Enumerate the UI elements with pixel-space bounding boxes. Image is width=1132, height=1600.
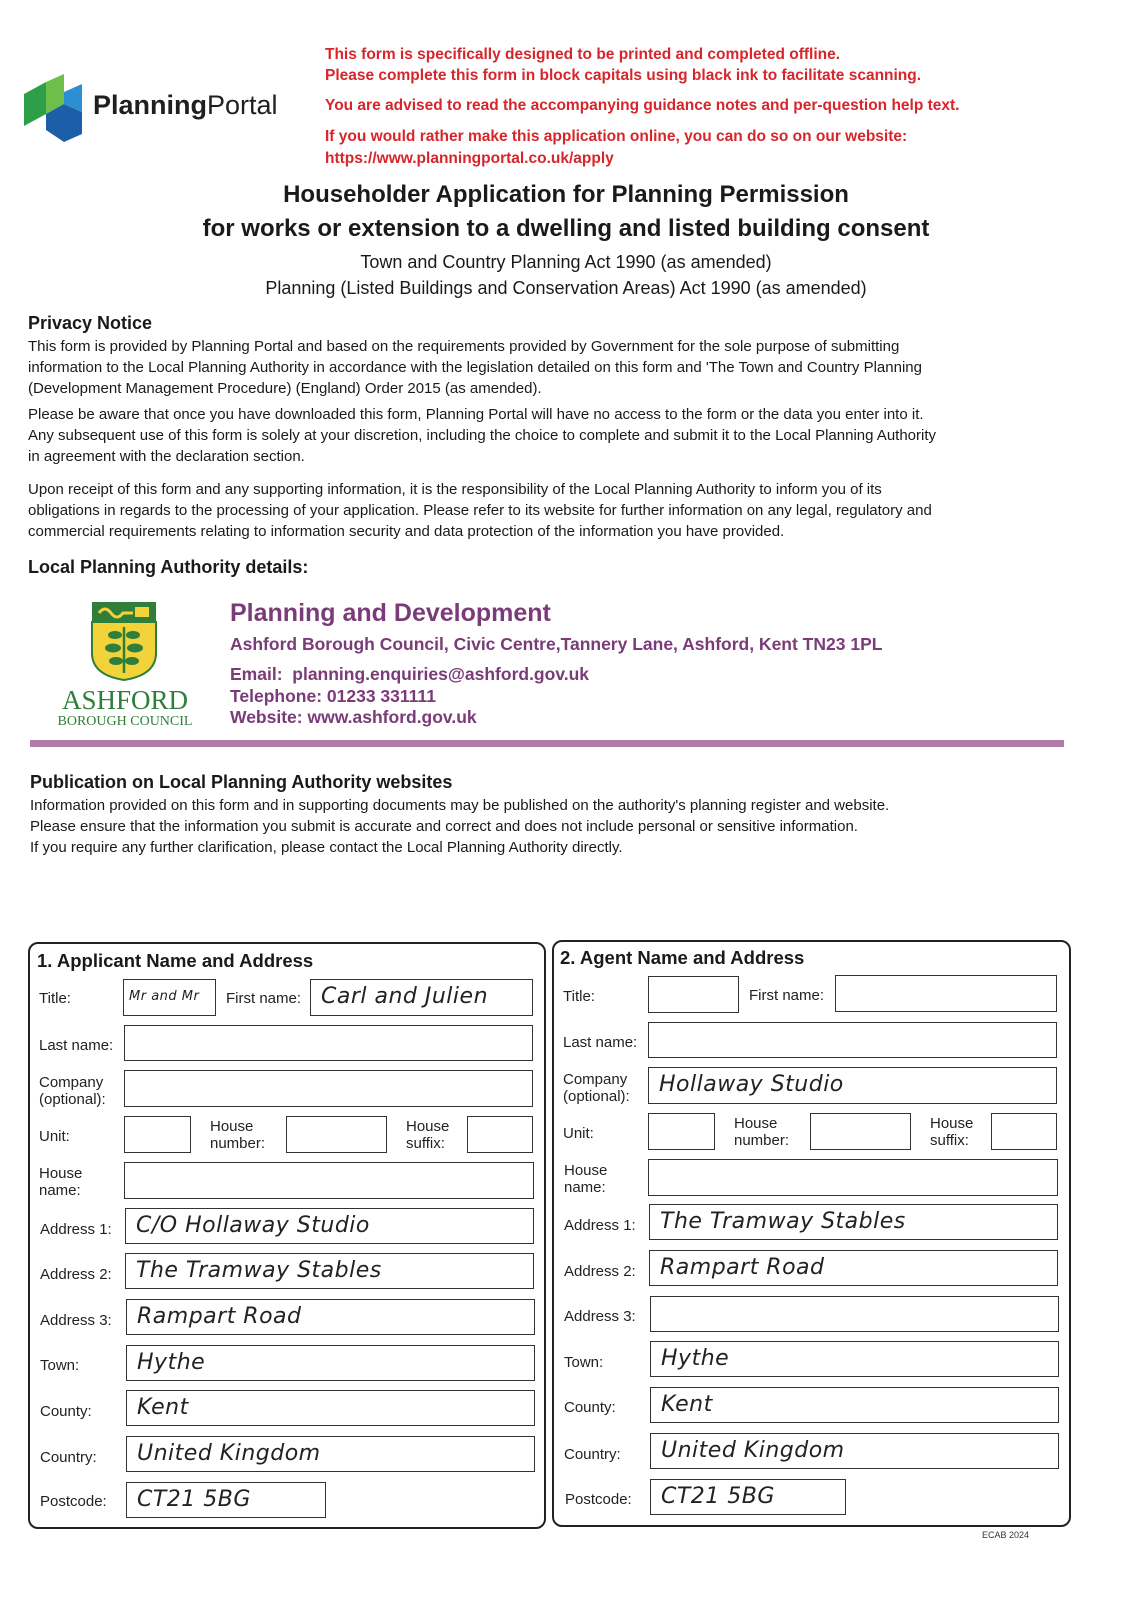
agent-county-label: County: [564,1399,616,1416]
applicant-company-label-1: Company [39,1074,104,1091]
agent-postcode-label: Postcode: [565,1491,632,1508]
agent-address2-field[interactable]: Rampart Road [649,1250,1058,1286]
ashford-crest [91,601,157,686]
applicant-company-field[interactable] [124,1070,533,1107]
privacy-p2-line-1: Please be aware that once you have downloaded this form, Planning Portal will have no access to the form or the data you enter into it. [28,406,924,423]
agent-postcode-field[interactable]: CT21 5BG [650,1479,846,1515]
agent-house-suffix-label [930,1115,973,1149]
applicant-house-name-field[interactable] [124,1162,534,1199]
agent-house-name-label [564,1162,607,1196]
publication-line-2: Please ensure that the information you submit is accurate and correct and does not include personal or sensitive information. [30,818,858,835]
privacy-p2-line-2: Any subsequent use of this form is solely at your discretion, including the choice to complete and submit it to the Local Planning Authority [28,427,937,444]
agent-house-name-label-1: House [564,1162,608,1179]
logo-text-bold: Planning [93,90,207,120]
applicant-house-number-label [210,1118,265,1152]
planning-portal-wordmark [93,90,278,121]
applicant-house-number-label-2: number: [210,1135,266,1152]
agent-house-number-field[interactable] [810,1113,911,1150]
privacy-paragraph-2 [28,404,1078,467]
agent-last-name-label: Last name: [563,1034,638,1051]
lpa-email[interactable]: planning.enquiries@ashford.gov.uk [292,664,590,684]
ashford-council-name [44,686,206,730]
applicant-house-suffix-label [406,1118,449,1152]
applicant-unit-field[interactable] [124,1116,191,1153]
form-title-line-1: Householder Application for Planning Permission [283,181,849,208]
applicant-country-label: Country: [40,1449,97,1466]
agent-title-label: Title: [563,988,595,1005]
applicant-last-name-label: Last name: [39,1037,114,1054]
privacy-p1-line-3: (Development Management Procedure) (England) Order 2015 (as amended). [28,380,542,397]
notice-line-3: You are advised to read the accompanying guidance notes and per-question help text. [325,97,960,114]
lpa-website[interactable]: Website: www.ashford.gov.uk [230,707,477,727]
logo-text-regular: Portal [207,90,278,120]
applicant-house-number-field[interactable] [286,1116,387,1153]
applicant-town-field[interactable]: Hythe [126,1345,535,1381]
agent-house-name-label-2: name: [564,1179,606,1196]
agent-house-suffix-label-1: House [930,1115,974,1132]
applicant-house-suffix-label-2: suffix: [406,1135,445,1152]
applicant-postcode-field[interactable]: CT21 5BG [126,1482,326,1518]
agent-first-name-label: First name: [749,987,825,1004]
applicant-first-name-label: First name: [226,990,302,1007]
applicant-company-label-2: (optional): [39,1091,106,1108]
agent-house-number-label [734,1115,789,1149]
agent-last-name-field[interactable] [648,1022,1057,1058]
applicant-house-suffix-field[interactable] [467,1116,533,1153]
act-line-2: Planning (Listed Buildings and Conservation Areas) Act 1990 (as amended) [265,278,867,298]
applicant-last-name-field[interactable] [124,1025,533,1061]
applicant-company-label [39,1074,106,1108]
applicant-house-name-label-2: name: [39,1182,81,1199]
applicant-town-label: Town: [40,1357,80,1374]
privacy-heading: Privacy Notice [28,313,153,333]
agent-company-label-1: Company [563,1071,628,1088]
applicant-address3-field[interactable]: Rampart Road [126,1299,535,1335]
agent-address3-field[interactable] [650,1296,1059,1332]
applicant-address1-label: Address 1: [40,1221,112,1238]
agent-heading: 2. Agent Name and Address [560,947,805,968]
privacy-p1-line-1: This form is provided by Planning Portal and based on the requirements provided by Government for the sole purpose of submitting [28,338,900,355]
agent-address3-label: Address 3: [564,1308,636,1325]
agent-company-label [563,1071,630,1105]
lpa-email-label: Email: [230,664,283,684]
ashford-name-line-1: ASHFORD [61,685,189,715]
publication-heading: Publication on Local Planning Authority websites [30,772,453,792]
agent-unit-field[interactable] [648,1113,715,1150]
form-code: ECAB 2024 [982,1530,1030,1540]
privacy-p3-line-3: commercial requirements relating to information security and data protection of the information you have provided. [28,523,785,540]
notice-line-2: Please complete this form in block capitals using black ink to facilitate scanning. [325,67,922,84]
applicant-address3-label: Address 3: [40,1312,112,1329]
planning-portal-logo-icon [24,74,86,142]
agent-address2-label: Address 2: [564,1263,636,1280]
notice-line-1: This form is specifically designed to be printed and completed offline. [325,46,841,63]
privacy-p1-line-2: information to the Local Planning Authority in accordance with the legislation detailed on this form and 'The Town and Country Planning [28,359,922,376]
form-title-line-2: for works or extension to a dwelling and listed building consent [202,215,930,242]
applicant-unit-label: Unit: [39,1128,70,1145]
lpa-email-row [230,664,589,685]
agent-county-field[interactable]: Kent [650,1387,1059,1423]
applicant-address2-label: Address 2: [40,1266,112,1283]
agent-company-label-2: (optional): [563,1088,630,1105]
privacy-p3-line-2: obligations in regards to the processing of your application. Please refer to its website for further information on any legal, regulatory and [28,502,932,519]
lpa-heading: Local Planning Authority details: [28,557,309,577]
agent-town-field[interactable]: Hythe [650,1341,1059,1377]
notice-link[interactable]: https://www.planningportal.co.uk/apply [325,150,614,167]
act-line-1: Town and Country Planning Act 1990 (as amended) [360,252,772,272]
agent-house-name-field[interactable] [648,1159,1058,1196]
applicant-title-field[interactable]: Mr and Mr [123,979,216,1016]
privacy-p3-line-1: Upon receipt of this form and any supporting information, it is the responsibility of the Local Planning Authority to inform you of its [28,481,882,498]
lpa-telephone: Telephone: 01233 331111 [230,686,436,706]
ashford-name-line-2: BOROUGH COUNCIL [57,714,193,729]
lpa-department: Planning and Development [230,599,551,627]
privacy-paragraph-3 [28,479,1078,542]
agent-town-label: Town: [564,1354,604,1371]
applicant-house-suffix-label-1: House [406,1118,450,1135]
notice-line-4: If you would rather make this application online, you can do so on our website: [325,128,908,145]
publication-line-3: If you require any further clarification, please contact the Local Planning Authority directly. [30,839,623,856]
agent-house-suffix-field[interactable] [991,1113,1057,1150]
applicant-heading: 1. Applicant Name and Address [37,950,314,971]
agent-unit-label: Unit: [563,1125,594,1142]
applicant-house-number-label-1: House [210,1118,254,1135]
applicant-county-field[interactable]: Kent [126,1390,535,1426]
lpa-divider [30,740,1064,747]
privacy-p2-line-3: in agreement with the declaration section. [28,448,305,465]
applicant-first-name-field[interactable]: Carl and Julien [310,979,533,1016]
applicant-house-name-label [39,1165,82,1199]
applicant-address1-field[interactable]: C/O Hollaway Studio [125,1208,534,1244]
agent-house-number-label-2: number: [734,1132,790,1149]
privacy-paragraph-1 [28,336,1078,399]
applicant-postcode-label: Postcode: [40,1493,107,1510]
agent-address1-label: Address 1: [564,1217,636,1234]
agent-address1-field[interactable]: The Tramway Stables [649,1204,1058,1240]
lpa-address: Ashford Borough Council, Civic Centre,Tannery Lane, Ashford, Kent TN23 1PL [230,634,883,654]
publication-line-1: Information provided on this form and in supporting documents may be published on the authority's planning register and website. [30,797,890,814]
applicant-title-label: Title: [39,990,71,1007]
planning-portal-logo [24,74,86,147]
agent-company-field[interactable]: Hollaway Studio [648,1067,1057,1104]
applicant-address2-field[interactable]: The Tramway Stables [125,1253,534,1289]
publication-text [30,795,1080,858]
agent-country-field[interactable]: United Kingdom [650,1433,1059,1469]
agent-first-name-field[interactable] [835,975,1057,1012]
agent-house-suffix-label-2: suffix: [930,1132,969,1149]
agent-country-label: Country: [564,1446,621,1463]
applicant-country-field[interactable]: United Kingdom [126,1436,535,1472]
ashford-crest-icon [91,601,157,681]
agent-title-field[interactable] [648,976,739,1013]
agent-house-number-label-1: House [734,1115,778,1132]
applicant-house-name-label-1: House [39,1165,83,1182]
applicant-county-label: County: [40,1403,92,1420]
